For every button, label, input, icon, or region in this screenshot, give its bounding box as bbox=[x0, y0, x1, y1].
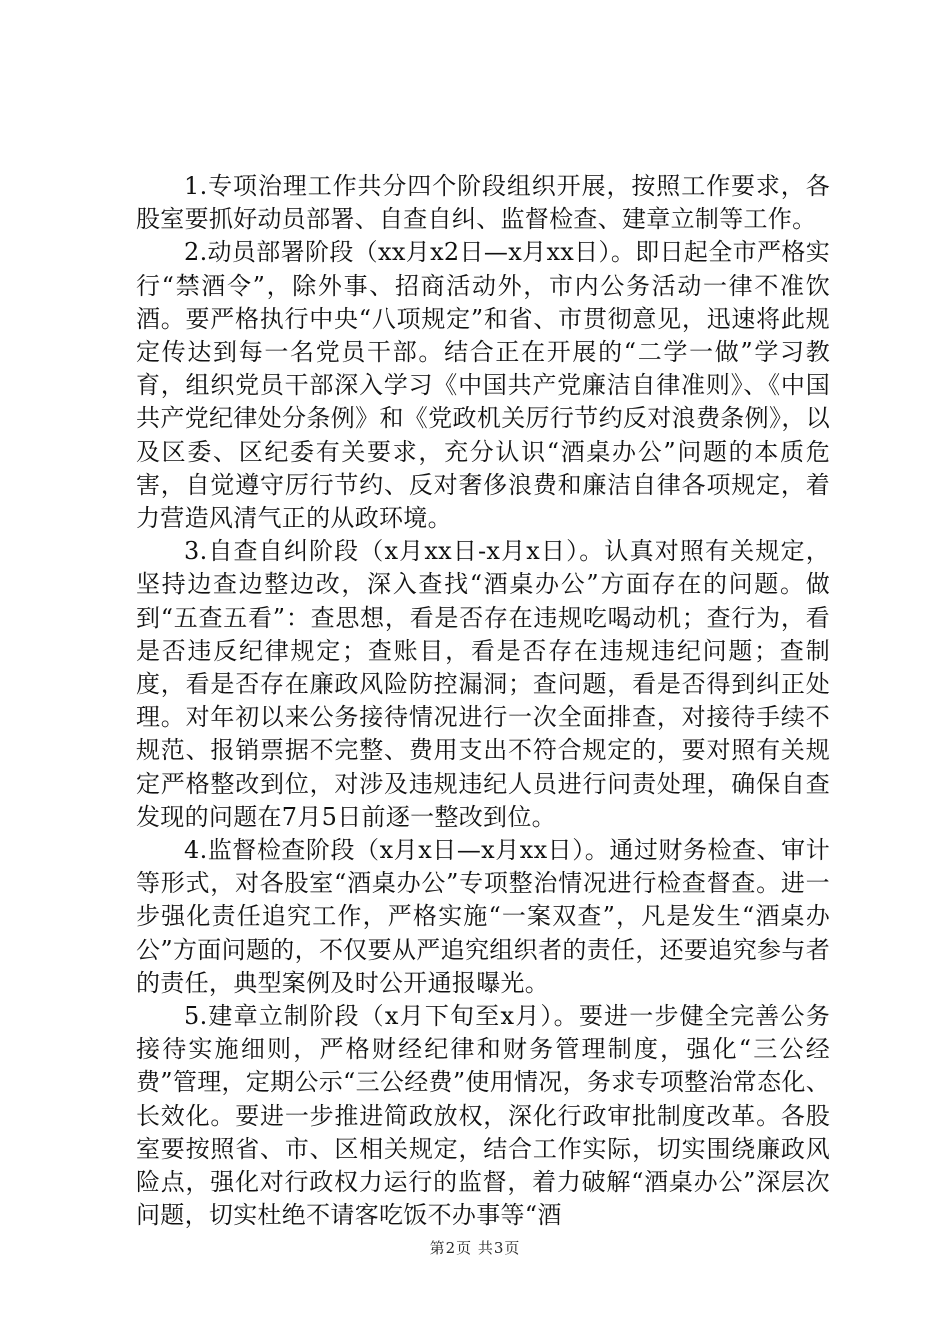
paragraph-stage-overview: 1.专项治理工作共分四个阶段组织开展，按照工作要求，各股室要抓好动员部署、自查自纠、监督检查、建章立制等工作。 bbox=[136, 172, 830, 234]
paragraph-self-inspection-stage: 3.自查自纠阶段（x月xx日-x月x日）。认真对照有关规定，坚持边查边整边改，深入查找“酒桌办公”方面存在的问题。做到“五查五看”：查思想，看是否存在违规吃喝动机；查行为，看是否违反纪律规定；查账目，看是否存在违规违纪问题；查制度，看是否存在廉政风险防控漏洞；查问题，看是否得到纠正处理。对年初以来公务接待情况进行一次全面排查，对接待手续不规范、报销票据不完整、费用支出不符合规定的，要对照有关规定严格整改到位，对涉及违规违纪人员进行问责处理，确保自查发现的问题在7月5日前逐一整改到位。 bbox=[136, 537, 830, 831]
paragraph-supervision-stage: 4.监督检查阶段（x月x日—x月xx日）。通过财务检查、审计等形式，对各股室“酒桌办公”专项整治情况进行检查督查。进一步强化责任追究工作，严格实施“一案双查”，凡是发生“酒桌办公”方面问题的，不仅要从严追究组织者的责任，还要追究参与者的责任，典型案例及时公开通报曝光。 bbox=[136, 836, 830, 997]
paragraph-mobilization-stage: 2.动员部署阶段（xx月x2日—x月xx日）。即日起全市严格实行“禁酒令”，除外事、招商活动外，市内公务活动一律不准饮酒。要严格执行中央“八项规定”和省、市贯彻意见，迅速将此规定传达到每一名党员干部。结合正在开展的“二学一做”学习教育，组织党员干部深入学习《中国共产党廉洁自律准则》、《中国共产党纪律处分条例》和《党政机关厉行节约反对浪费条例》，以及区委、区纪委有关要求，充分认识“酒桌办公”问题的本质危害，自觉遵守厉行节约、反对奢侈浪费和廉洁自律各项规定，着力营造风清气正的从政环境。 bbox=[136, 238, 830, 533]
page-number-footer: 第2页 共3页 bbox=[429, 1239, 521, 1257]
document-body bbox=[136, 170, 830, 1233]
paragraph-institution-building-stage: 5.建章立制阶段（x月下旬至x月）。要进一步健全完善公务接待实施细则，严格财经纪律和财务管理制度，强化“三公经费”管理，定期公示“三公经费”使用情况，务求专项整治常态化、长效化。要进一步推进简政放权，深化行政审批制度改革。各股室要按照省、市、区相关规定，结合工作实际，切实围绕廉政风险点，强化对行政权力运行的监督，着力破解“酒桌办公”深层次问题，切实杜绝不请客吃饭不办事等“酒 bbox=[136, 1002, 830, 1230]
